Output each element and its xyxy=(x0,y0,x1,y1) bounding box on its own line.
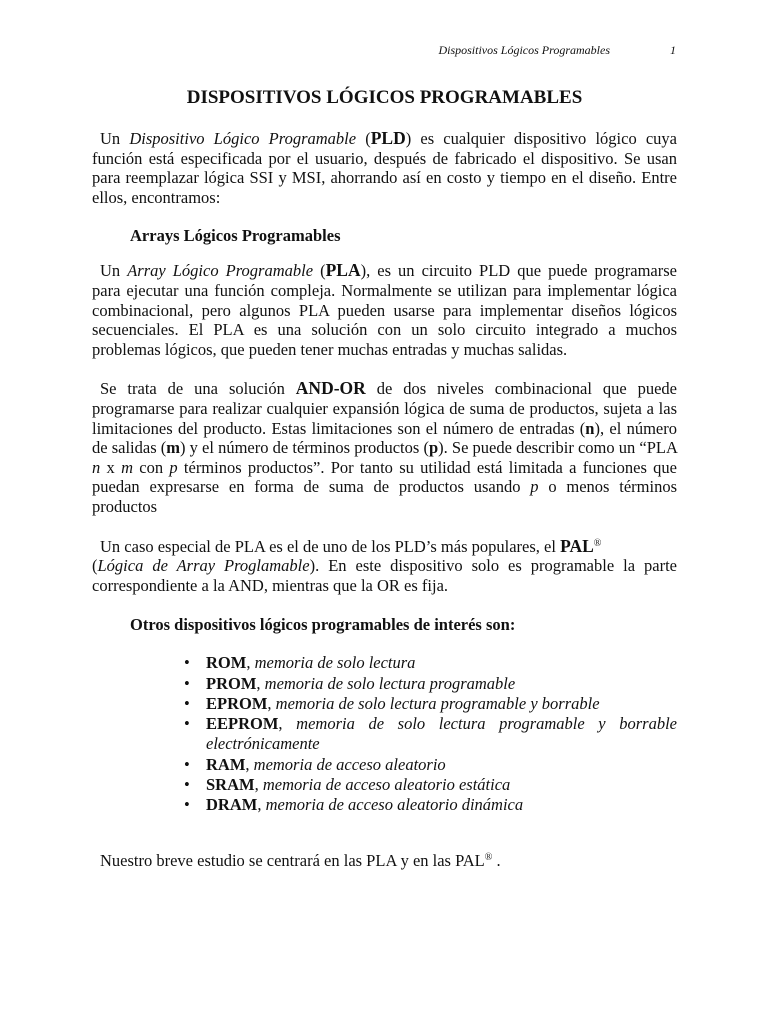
list-item xyxy=(184,714,677,755)
pla-p1-term: Array Lógico Programable xyxy=(127,261,314,281)
intro-text-1: Un xyxy=(100,129,130,148)
device-separator: , xyxy=(267,693,276,713)
pla-p2-and-or: AND-OR xyxy=(295,378,366,399)
list-item xyxy=(184,693,677,714)
pla-p2-text-4: ) y el número de términos productos ( xyxy=(180,438,429,458)
bullet-icon: • xyxy=(184,673,190,693)
running-header-title: Dispositivos Lógicos Programables xyxy=(438,43,610,57)
pla-p2-text-7: con xyxy=(132,457,170,477)
registered-mark: ® xyxy=(484,851,493,863)
pla-p2-text-1: Se trata de una solución xyxy=(100,379,296,399)
device-name: EEPROM xyxy=(206,714,279,734)
pla-p1-text-1: Un xyxy=(100,261,128,281)
pal-paragraph xyxy=(92,537,677,596)
device-name: DRAM xyxy=(206,795,258,815)
closing-paragraph xyxy=(92,851,677,871)
pla-p2-text-6: x xyxy=(100,457,122,477)
pla-p2-text-2: de dos niveles combinacional que puede programarse para realizar cualquier expansión lógica de suma de productos, sujeta a las limitaciones del producto. Estas limitaciones son el número de entradas ( xyxy=(92,379,677,438)
pla-paragraph-1 xyxy=(92,261,677,359)
device-separator: , xyxy=(278,714,297,734)
bullet-icon: • xyxy=(184,653,190,673)
device-description: memoria de acceso aleatorio xyxy=(253,754,446,774)
pla-paragraph-2 xyxy=(92,379,677,516)
device-separator: , xyxy=(257,795,266,815)
pal-text-1: Un caso especial de PLA es el de uno de los PLD’s más populares, el xyxy=(100,536,561,556)
pla-p2-text-3: ), el número de salidas ( xyxy=(92,418,678,458)
pal-expansion: Lógica de Array Proglamable xyxy=(97,556,310,576)
pla-p2-italic-p-2: p xyxy=(530,477,539,497)
intro-abbreviation: PLD xyxy=(370,128,406,148)
pla-p2-italic-n: n xyxy=(92,457,101,477)
intro-paragraph xyxy=(92,129,677,207)
document-body xyxy=(92,86,677,890)
pla-p1-text-3: ), es un circuito PLD que puede programarse para ejecutar una función compleja. Normalmente se utilizan para implementar lógica combinacional, pero algunos PLA pueden usarse para implementar diseños lógicos secuenciales. El PLA es una solución con un solo circuito integrado a muchos problemas lógicos, que pueden tener muchas entradas y muchas salidas. xyxy=(92,261,677,359)
device-separator: , xyxy=(256,673,265,693)
list-item xyxy=(184,653,677,673)
device-description: memoria de solo lectura xyxy=(254,653,416,673)
intro-text-2: ( xyxy=(356,129,371,148)
pla-p2-text-9: o menos términos productos xyxy=(92,477,677,516)
device-name: EPROM xyxy=(206,693,268,713)
device-name: ROM xyxy=(206,653,247,673)
pla-p2-italic-p: p xyxy=(169,457,178,477)
pla-p2-text-8: términos productos”. Por tanto su utilidad está limitada a funciones que puedan expresarse en forma de suma de productos usando xyxy=(92,457,677,497)
pal-term: PAL xyxy=(560,535,594,556)
pla-p2-var-m: m xyxy=(166,438,181,458)
bullet-icon: • xyxy=(184,795,190,815)
device-description: memoria de solo lectura programable y borrable xyxy=(275,693,600,713)
pla-p2-italic-m: m xyxy=(121,457,133,477)
device-description: memoria de solo lectura programable xyxy=(264,673,516,693)
device-name: PROM xyxy=(206,673,257,693)
device-separator: , xyxy=(254,775,263,795)
device-name: SRAM xyxy=(206,775,255,795)
pla-p2-var-n: n xyxy=(585,418,595,438)
pla-p1-text-2: ( xyxy=(313,261,326,281)
device-separator: , xyxy=(246,653,255,673)
running-header xyxy=(0,41,768,59)
device-list xyxy=(92,653,677,815)
section-heading-pla: Arrays Lógicos Programables xyxy=(130,226,341,246)
list-item xyxy=(184,673,677,694)
bullet-icon: • xyxy=(184,754,190,774)
pla-p2-text-5: ). Se puede describir como un “PLA xyxy=(438,438,677,458)
list-item xyxy=(184,754,677,775)
bullet-icon: • xyxy=(184,693,190,713)
closing-text-1: Nuestro breve estudio se centrará en las PLA y en las PAL xyxy=(100,850,485,870)
pal-text-3: ). En este dispositivo solo es programable la parte correspondiente a la AND, mientras que la OR es fija. xyxy=(92,556,678,595)
device-name: RAM xyxy=(206,754,246,774)
intro-text-3: ) es cualquier dispositivo lógico cuya función está especificada por el usuario, después de fabricado el dispositivo. Se usan para reemplazar lógica SSI y MSI, ahorrando así en costo y tiempo en el diseño. Entre ellos, encontramos: xyxy=(92,129,677,207)
bullet-icon: • xyxy=(184,775,190,795)
device-description: memoria de acceso aleatorio dinámica xyxy=(265,795,524,815)
closing-text-2: . xyxy=(492,850,501,870)
intro-term: Dispositivo Lógico Programable xyxy=(129,129,357,148)
section-heading-other-devices: Otros dispositivos lógicos programables de interés son: xyxy=(130,615,516,635)
device-description: memoria de solo lectura programable y borrable electrónicamente xyxy=(206,714,677,754)
registered-mark: ® xyxy=(593,537,602,549)
pla-p1-abbreviation: PLA xyxy=(325,260,361,281)
device-description: memoria de acceso aleatorio estática xyxy=(262,775,511,795)
pal-text-2: ( xyxy=(92,556,98,576)
document-title: DISPOSITIVOS LÓGICOS PROGRAMABLES xyxy=(186,87,583,108)
bullet-icon: • xyxy=(184,714,190,734)
pla-p2-var-p: p xyxy=(428,438,439,458)
page-number: 1 xyxy=(670,43,676,57)
list-item xyxy=(184,795,677,815)
device-separator: , xyxy=(245,754,254,774)
list-item xyxy=(184,775,677,795)
